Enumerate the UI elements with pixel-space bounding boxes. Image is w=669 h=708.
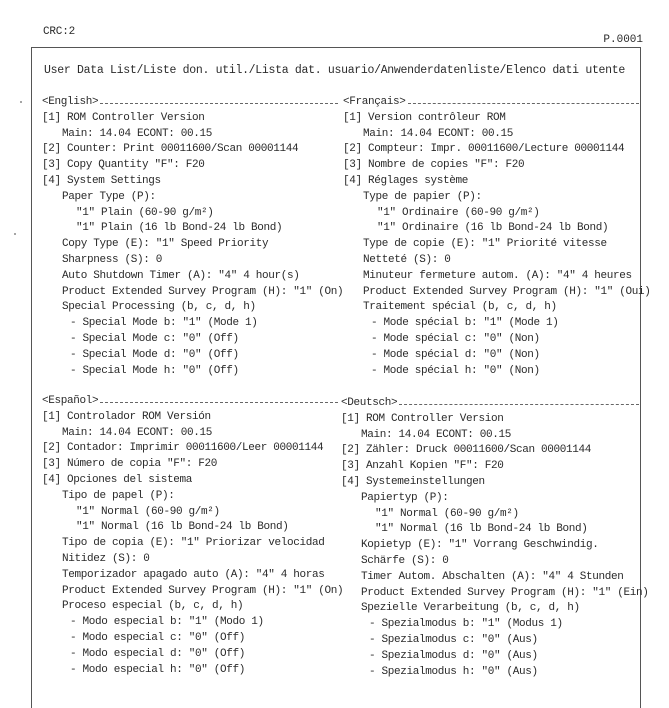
list-item: Tipo de papel (P): bbox=[62, 489, 175, 502]
list-item: - Spezialmodus b: "1" (Modus 1) bbox=[369, 618, 563, 631]
list-item: "1" Normal (60-90 g/m²) bbox=[375, 507, 519, 520]
section-heading: <Deutsch> bbox=[341, 397, 398, 409]
list-item: - Mode spécial d: "0" (Non) bbox=[371, 348, 540, 361]
list-item: [3] Nombre de copies "F": F20 bbox=[343, 159, 525, 172]
dashed-divider bbox=[399, 404, 639, 405]
list-item: "1" Normal (16 lb Bond-24 lb Bond) bbox=[375, 523, 588, 536]
list-item: Product Extended Survey Program (H): "1" (Ein) bbox=[361, 586, 649, 599]
list-item: [1] ROM Controller Version bbox=[341, 412, 504, 425]
list-item: [1] ROM Controller Version bbox=[42, 111, 205, 124]
list-item: "1" Ordinaire (16 lb Bond-24 lb Bond) bbox=[377, 222, 609, 235]
section-heading-row bbox=[343, 95, 639, 111]
list-item: [3] Anzahl Kopien "F": F20 bbox=[341, 460, 504, 473]
list-item: [3] Copy Quantity "F": F20 bbox=[42, 159, 205, 172]
list-item: - Special Mode b: "1" (Mode 1) bbox=[70, 317, 258, 330]
list-item: "1" Normal (60-90 g/m²) bbox=[76, 505, 220, 518]
list-item: Sharpness (S): 0 bbox=[62, 253, 163, 266]
document-title: User Data List/Liste don. util./Lista dat. usuario/Anwenderdatenliste/Elenco dati utente bbox=[44, 64, 625, 77]
list-item: - Mode spécial h: "0" (Non) bbox=[371, 364, 540, 377]
list-item: [2] Contador: Imprimir 00011600/Leer 00001144 bbox=[42, 442, 324, 455]
list-item: [4] Réglages système bbox=[343, 174, 469, 187]
list-item: Paper Type (P): bbox=[62, 190, 156, 203]
list-item: Main: 14.04 ECONT: 00.15 bbox=[363, 127, 514, 140]
section-heading-row bbox=[42, 95, 338, 111]
page-number: P.0001 bbox=[603, 34, 643, 46]
section-lines bbox=[343, 111, 651, 380]
list-item: - Spezialmodus h: "0" (Aus) bbox=[369, 665, 538, 678]
list-item: [4] System Settings bbox=[42, 174, 161, 187]
list-item: [2] Counter: Print 00011600/Scan 00001144 bbox=[42, 143, 299, 156]
list-item: - Special Mode d: "0" (Off) bbox=[70, 348, 239, 361]
list-item: - Special Mode c: "0" (Off) bbox=[70, 332, 239, 345]
list-item: Netteté (S): 0 bbox=[363, 253, 451, 266]
list-item: Main: 14.04 ECONT: 00.15 bbox=[361, 428, 512, 441]
list-item: - Modo especial c: "0" (Off) bbox=[70, 631, 246, 644]
list-item: Kopietyp (E): "1" Vorrang Geschwindig. bbox=[361, 539, 599, 552]
list-item: Tipo de copia (E): "1" Priorizar velocidad bbox=[62, 537, 325, 550]
list-item: Type de papier (P): bbox=[363, 190, 482, 203]
list-item: Timer Autom. Abschalten (A): "4" 4 Stunden bbox=[361, 570, 624, 583]
section-heading: <Français> bbox=[343, 96, 406, 108]
section-lines bbox=[42, 410, 344, 679]
section-english bbox=[42, 95, 344, 379]
section-heading: <English> bbox=[42, 96, 99, 108]
list-item: [3] Número de copia "F": F20 bbox=[42, 458, 218, 471]
list-item: Temporizador apagado auto (A): "4" 4 horas bbox=[62, 568, 325, 581]
scan-speck bbox=[14, 233, 16, 235]
list-item: [1] Controlador ROM Versión bbox=[42, 410, 211, 423]
list-item: - Mode spécial c: "0" (Non) bbox=[371, 332, 540, 345]
list-item: Papiertyp (P): bbox=[361, 491, 449, 504]
list-item: Product Extended Survey Program (H): "1" (On) bbox=[62, 285, 344, 298]
list-item: [4] Opciones del sistema bbox=[42, 473, 193, 486]
list-item: "1" Plain (60-90 g/m²) bbox=[76, 206, 214, 219]
section-heading: <Español> bbox=[42, 395, 99, 407]
list-item: Copy Type (E): "1" Speed Priority bbox=[62, 238, 269, 251]
list-item: Minuteur fermeture autom. (A): "4" 4 heures bbox=[363, 269, 632, 282]
list-item: Special Processing (b, c, d, h) bbox=[62, 301, 256, 314]
section-lines bbox=[341, 412, 649, 681]
section-lines bbox=[42, 111, 344, 380]
list-item: - Modo especial d: "0" (Off) bbox=[70, 647, 246, 660]
list-item: "1" Ordinaire (60-90 g/m²) bbox=[377, 206, 540, 219]
list-item: - Modo especial b: "1" (Modo 1) bbox=[70, 616, 264, 629]
list-item: Proceso especial (b, c, d, h) bbox=[62, 600, 244, 613]
scan-speck bbox=[20, 101, 22, 103]
section-deutsch bbox=[341, 396, 649, 680]
dashed-divider bbox=[408, 103, 639, 104]
list-item: Auto Shutdown Timer (A): "4" 4 hour(s) bbox=[62, 269, 300, 282]
section-espanol bbox=[42, 394, 344, 678]
list-item: Main: 14.04 ECONT: 00.15 bbox=[62, 426, 213, 439]
list-item: [2] Zähler: Druck 00011600/Scan 00001144 bbox=[341, 444, 592, 457]
section-heading-row bbox=[42, 394, 338, 410]
list-item: Spezielle Verarbeitung (b, c, d, h) bbox=[361, 602, 580, 615]
list-item: Main: 14.04 ECONT: 00.15 bbox=[62, 127, 213, 140]
list-item: - Special Mode h: "0" (Off) bbox=[70, 364, 239, 377]
list-item: Product Extended Survey Program (H): "1" (Oui) bbox=[363, 285, 651, 298]
list-item: "1" Plain (16 lb Bond-24 lb Bond) bbox=[76, 222, 283, 235]
list-item: Schärfe (S): 0 bbox=[361, 554, 449, 567]
section-heading-row bbox=[341, 396, 639, 412]
list-item: - Modo especial h: "0" (Off) bbox=[70, 663, 246, 676]
list-item: [4] Systemeinstellungen bbox=[341, 475, 485, 488]
list-item: "1" Normal (16 lb Bond-24 lb Bond) bbox=[76, 521, 289, 534]
crc-label: CRC:2 bbox=[43, 26, 76, 38]
list-item: - Spezialmodus d: "0" (Aus) bbox=[369, 649, 538, 662]
list-item: - Mode spécial b: "1" (Mode 1) bbox=[371, 317, 559, 330]
list-item: [2] Compteur: Impr. 00011600/Lecture 00001144 bbox=[343, 143, 625, 156]
dashed-divider bbox=[100, 402, 338, 403]
list-item: Nitidez (S): 0 bbox=[62, 552, 150, 565]
section-francais bbox=[343, 95, 651, 379]
list-item: [1] Version contrôleur ROM bbox=[343, 111, 506, 124]
list-item: Type de copie (E): "1" Priorité vitesse bbox=[363, 238, 607, 251]
dashed-divider bbox=[100, 103, 338, 104]
list-item: Product Extended Survey Program (H): "1" (On) bbox=[62, 584, 344, 597]
list-item: Traitement spécial (b, c, d, h) bbox=[363, 301, 557, 314]
list-item: - Spezialmodus c: "0" (Aus) bbox=[369, 633, 538, 646]
